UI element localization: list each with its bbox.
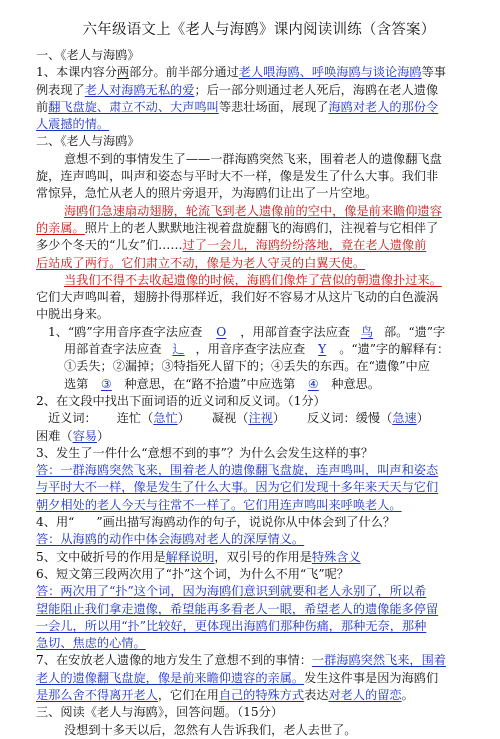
question-3: 3、发生了一件什么“意想不到的事”？为什么会发生这样的事？: [36, 445, 374, 460]
answer-6-line: 一会儿，所以用“扑”比较好，更体现出海鸥们那种伤痛，那种无奈，那种: [36, 618, 427, 633]
text: 例表现了: [36, 82, 85, 97]
answer-feeling-cont: 人震撼的情。: [36, 117, 110, 132]
s1-line-1: [36, 64, 482, 81]
question-5: [36, 549, 482, 566]
answer-4: 答：从海鸥的动作中体会海鸥对老人的深厚情义。: [36, 532, 305, 547]
s1-line-4: [36, 116, 482, 133]
question-2-words-2: [36, 428, 482, 445]
passage-highlight: 海鸥们急速扇动翅膀，轮流飞到老人遗像前的空中，像是前来瞻仰遗容: [64, 203, 442, 218]
question-1-line-2: [36, 341, 482, 358]
passage-highlight: 过了一会儿，海鸥纷纷落地，竟在老人遗像前: [182, 238, 427, 253]
answer-3-line: 与平时大不一样，像是发生了什么大事。因为它们发现十多年来天天与它们: [36, 480, 439, 495]
question-1: [36, 324, 482, 341]
answer-blank: 鸟: [360, 324, 374, 339]
text: ）: [177, 411, 190, 426]
text: 等悲壮场面，展现了: [218, 99, 329, 114]
text: 困难（: [36, 428, 73, 443]
passage-highlight: 当我们不得不去收起遗像的时候，海鸥们像炸了营似的朝遗像扑过来。: [64, 272, 442, 287]
text: 种意思。: [331, 376, 381, 391]
text: 表达: [304, 687, 329, 702]
answer-events: 老人喂海鸥、呼唤海鸥与谈论海鸥: [238, 65, 422, 80]
passage-highlight: 后站成了两行。它们肃立不动，像是为老人守灵的白翼天使。: [36, 255, 366, 270]
text: 。“遗”字的解释有：: [339, 342, 450, 357]
text: 前: [36, 99, 49, 114]
answer-6-line: 答：两次用了“扑”这个词，因为海鸥们意识到就要和老人永别了，所以希: [36, 584, 427, 599]
section-3-heading: 三、阅读《老人与海鸥》，回答问题。（15分）: [36, 705, 284, 720]
text: ，它们在用: [157, 687, 219, 702]
answer-dash-use: 解释说明: [165, 549, 215, 564]
passage-line: 中脱出身来。: [36, 307, 110, 322]
answer-7-feeling: 对老人的留恋: [328, 687, 402, 702]
answer-synonym: 急忙: [153, 411, 178, 426]
answer-selfless-love: 老人对海鸥无私的爱: [84, 82, 195, 97]
text: 5、文中破折号的作用是: [36, 549, 166, 564]
question-7-line-2: [36, 670, 482, 687]
answer-antonym: 容易: [72, 428, 97, 443]
text: 选第: [64, 376, 89, 391]
text: 发生这件事是因为海鸥们: [304, 670, 439, 685]
answer-blank: Y: [318, 342, 327, 357]
text: ，双引号的作用是: [214, 549, 312, 564]
answer-blank: ④: [307, 376, 319, 391]
passage-line: [36, 237, 482, 254]
answer-blank: O: [216, 324, 227, 339]
text: 。: [401, 687, 414, 702]
passage-highlight: 的亲属。: [36, 220, 85, 235]
answer-antonym: 急速: [392, 411, 417, 426]
answer-3-line: 答：一群海鸥突然飞来，围着老人的遗像翻飞盘旋，连声鸣叫，叫声和姿态: [36, 463, 439, 478]
answer-two-parts: 两: [116, 65, 130, 80]
text: 4、用“: [36, 515, 75, 530]
answer-blank: ③: [100, 376, 112, 391]
text: 等事: [421, 65, 446, 80]
text: 部。“遗”字: [383, 324, 446, 339]
page-title: 六年级语文上《老人与海鸥》课内阅读训练（含答案）: [82, 22, 436, 38]
question-4: [36, 514, 482, 531]
text: 反义词：缓慢（: [307, 411, 393, 426]
text: ）: [272, 411, 285, 426]
passage-line: [36, 220, 482, 237]
answer-3-line: 朝夕相处的老人今天与往常不一样了。它们用连声鸣叫来呼唤老人。: [36, 497, 402, 512]
text: 7、在安放老人遗像的地方发生了意想不到的事情：: [36, 653, 312, 668]
answer-7-event: 一群海鸥突然飞来，围着: [311, 653, 446, 668]
text: 凝视（: [211, 411, 249, 426]
answer-synonym: 注视: [248, 411, 273, 426]
text: ”画出描写海鸥动作的句子，说说你从中体会到了什么？: [96, 515, 396, 530]
passage-line: 意想不到的事情发生了——一群海鸥突然飞来，围着老人的遗像翻飞盘: [64, 151, 442, 166]
question-2-words: [36, 410, 482, 427]
answer-feeling: 海鸥对老人的那份令: [328, 99, 439, 114]
passage-line: 没想到十多天以后，忽然有人告诉我们，老人去世了。: [64, 722, 357, 737]
text: 近义词：: [48, 411, 97, 426]
passage-line: 旋，连声鸣叫，叫声和姿态与平时大不一样，像是发生了什么大事。我们非: [36, 169, 439, 184]
answer-scenes: 翻飞盘旋、肃立不动、大声鸣叫: [48, 99, 219, 114]
answer-quote-use: 特殊含义: [311, 549, 361, 564]
question-7: [36, 652, 482, 669]
answer-7-event: 老人的遗像翻飞盘旋，像是前来瞻仰遗容的亲属。: [36, 670, 305, 685]
passage-line: 常惊异，急忙从老人的照片旁退开，为海鸥们让出了一片空地。: [36, 186, 378, 201]
passage-line: 它们大声鸣叫着，翅膀扑得那样近，我们好不容易才从这片飞动的白色漩涡: [36, 290, 439, 305]
text: 1、本课内容分: [36, 65, 117, 80]
answer-6-line: 望能阻止我们拿走遗像，希望能再多看老人一眼，希望老人的遗像能多停留: [36, 601, 439, 616]
text: ，用音序查字法应查: [195, 342, 306, 357]
question-1-options: ①丢失；②漏掉；③特指死人留下的；④丢失的东西。在“遗像”中应: [64, 359, 430, 374]
question-7-line-3: [36, 687, 482, 704]
text: 多少个冬天的“儿女”们……: [36, 238, 183, 253]
answer-blank: 辶: [172, 342, 185, 357]
answer-7-way: 自己的特殊方式: [218, 687, 305, 702]
s1-line-2: [36, 82, 482, 99]
text: 种意思，在“路不拾遗”中应选第: [124, 376, 296, 391]
answer-6-line: 急切、焦虑的心情。: [36, 636, 146, 651]
text: ，用部首查字法应查: [240, 324, 350, 339]
section-1-heading: 一、《老人与海鸥》: [36, 48, 140, 62]
question-6: 6、短文第三段两次用了“扑”这个词，为什么不用“飞”呢？: [36, 566, 349, 581]
text: ）: [416, 411, 429, 426]
question-1-line-4: [36, 376, 482, 393]
answer-7-reason: 是那么舍不得离开老人: [36, 687, 158, 702]
text: 用部首查字法应查: [64, 342, 162, 357]
text: ；后一部分则通过老人死后，海鸥在老人遗像: [194, 82, 439, 97]
text: 1、“鸥”字用音序查字法应查: [48, 324, 203, 339]
text: 连忙（: [116, 411, 154, 426]
text: 照片上的老人默默地注视着盘旋翻飞的海鸥们，注视着与它相伴了: [84, 220, 439, 235]
text: ）: [96, 428, 110, 443]
s1-line-3: [36, 99, 482, 116]
question-2: 2、在文段中找出下面词语的近义词和反义词。（1分）: [36, 393, 326, 408]
text: 部分。前半部分通过: [129, 65, 239, 80]
section-2-heading: 二、《老人与海鸥》: [36, 134, 140, 149]
